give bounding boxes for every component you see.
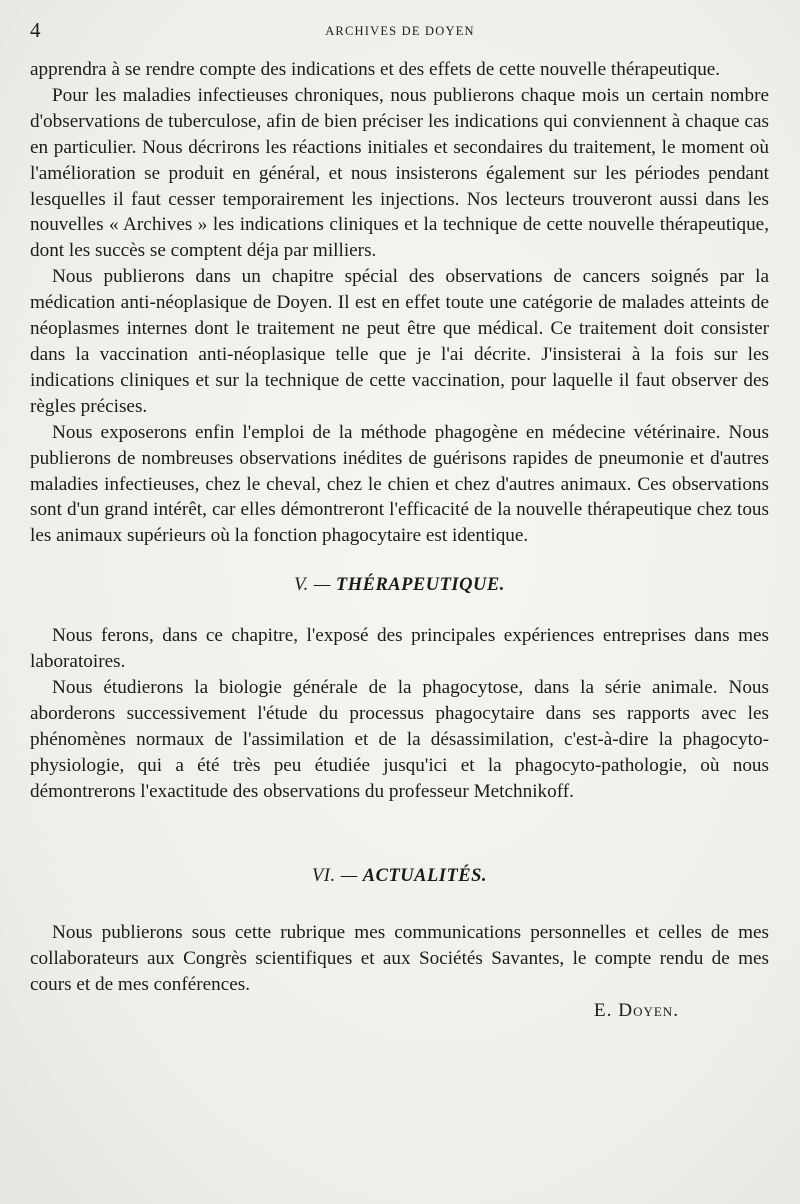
paragraph: Pour les maladies infectieuses chroniques, nous publierons chaque mois un certain nombre d'observations de tuberculose, afin de bien préciser les indications qui conviennent à chaque cas en particulier. Nous décrirons les réactions initiales et secondaires du traitement, le moment où l'amélioration se produit en général, et nous insisterons également sur les périodes pendant lesquelles il faut cesser temporairement les injections. Nos lecteurs trouveront aussi dans les nouvelles « Archives » les indications cliniques et la technique de cette nouvelle thérapeutique, dont les succès se comptent déja par milliers. — [30, 84, 769, 262]
section-heading-actualites — [30, 864, 769, 890]
section-dash: — — [313, 575, 331, 596]
page-number: 4 — [30, 18, 41, 42]
author-signature — [30, 998, 679, 1024]
section-dash: — — [340, 866, 358, 887]
section-numeral: VI. — [311, 866, 336, 887]
article-body — [30, 57, 769, 1024]
section-numeral: V. — [294, 575, 309, 596]
section-title: ACTUALITÉS. — [362, 866, 488, 887]
paragraph: apprendra à se rendre compte des indications et des effets de cette nouvelle thérapeutique. — [30, 59, 721, 80]
paragraph: Nous ferons, dans ce chapitre, l'exposé des principales expériences entreprises dans mes laboratoires. — [30, 625, 769, 673]
running-head: ARCHIVES DE DOYEN — [325, 24, 475, 38]
signature-text: E. Doyen. — [593, 1000, 679, 1022]
section-heading-therapeutique — [30, 573, 769, 599]
page-header — [30, 18, 770, 48]
paragraph: Nous étudierons la biologie générale de la phagocytose, dans la série animale. Nous aborderons successivement l'étude du processus phagocytaire dans ses rapports avec les phénomènes normaux de l'assimilation et de la désassimilation, c'est-à-dire la phagocyto-physiologie, qui a été très peu étudiée jusqu'ici et la phagocyto-pathologie, où nous démontrerons l'exactitude des observations du professeur Metchnikoff. — [30, 676, 769, 802]
paragraph: Nous exposerons enfin l'emploi de la méthode phagogène en médecine vétérinaire. Nous publierons de nombreuses observations inédites de guérisons rapides de pneumonie et d'autres maladies infectieuses, chez le cheval, chez le chien et chez d'autres animaux. Ces observations sont d'un grand intérêt, car elles démontreront l'efficacité de la nouvelle thérapeutique chez tous les animaux supérieurs où la fonction phagocytaire est identique. — [30, 421, 769, 547]
section-title: THÉRAPEUTIQUE. — [335, 575, 505, 596]
paragraph: Nous publierons sous cette rubrique mes communications personnelles et celles de mes collaborateurs aux Congrès scientifiques et aux Sociétés Savantes, le compte rendu de mes cours et de mes conférences. — [30, 922, 769, 996]
paragraph: Nous publierons dans un chapitre spécial des observations de cancers soignés par la médication anti-néoplasique de Doyen. Il est en effet toute une catégorie de malades atteints de néoplasmes internes dont le traitement ne peut être que médical. Ce traitement doit consister dans la vaccination anti-néoplasique telle que je l'ai décrite. J'insisterai à la fois sur les indications cliniques et sur la technique de cette vaccination, pour laquelle il faut observer des règles précises. — [30, 266, 769, 417]
